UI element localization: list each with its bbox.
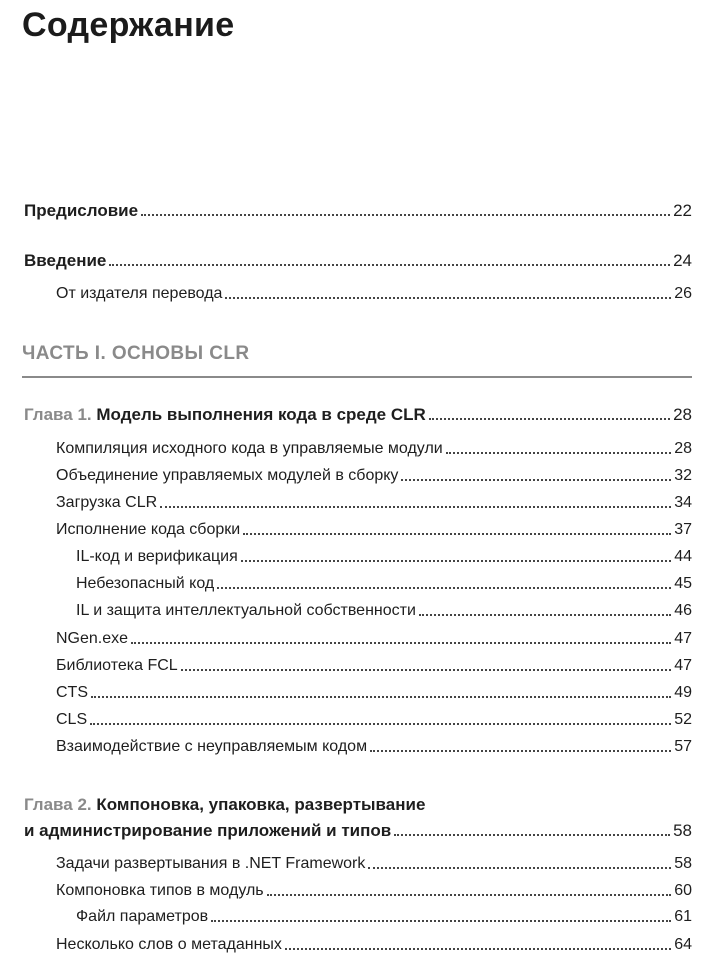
chapter-title: и администрирование приложений и типов xyxy=(24,821,392,840)
page-number: 57 xyxy=(674,738,692,755)
toc-entry[interactable] xyxy=(0,465,708,487)
page-number: 60 xyxy=(674,882,692,899)
page-number: 24 xyxy=(673,251,692,270)
dot-leader xyxy=(211,920,671,922)
toc-title: Несколько слов о метаданных xyxy=(56,936,282,953)
dot-leader xyxy=(109,264,670,266)
dot-leader xyxy=(394,834,670,836)
toc-title: Предисловие xyxy=(24,201,139,220)
toc-title: От издателя перевода xyxy=(56,285,223,302)
toc-entry[interactable] xyxy=(0,906,708,928)
toc-entry-chapter-2[interactable] xyxy=(0,820,708,842)
page-number: 47 xyxy=(674,657,692,674)
toc-title: CTS xyxy=(56,684,88,701)
dot-leader xyxy=(90,723,671,725)
chapter-title: Модель выполнения кода в среде CLR xyxy=(96,405,426,424)
toc-entry[interactable] xyxy=(0,655,708,677)
toc-entry-preface[interactable] xyxy=(0,200,708,222)
toc-entry-chapter-1[interactable] xyxy=(0,404,708,426)
toc-entry[interactable] xyxy=(0,709,708,731)
toc-title: Библиотека FCL xyxy=(56,657,178,674)
chapter-2-title-line1[interactable] xyxy=(24,794,425,816)
toc-title: Файл параметров xyxy=(76,908,209,925)
page-title: Содержание xyxy=(22,6,235,44)
dot-leader xyxy=(141,214,670,216)
toc-entry[interactable] xyxy=(0,573,708,595)
page-number: 58 xyxy=(674,855,692,872)
toc-entry[interactable] xyxy=(0,682,708,704)
toc-entry[interactable] xyxy=(0,438,708,460)
dot-leader xyxy=(419,614,671,616)
dot-leader xyxy=(446,452,671,454)
page-number: 32 xyxy=(674,467,692,484)
toc-title: Исполнение кода сборки xyxy=(56,521,241,538)
toc-title: Задачи развертывания в .NET Framework xyxy=(56,855,366,872)
toc-entry[interactable] xyxy=(0,934,708,956)
part-divider xyxy=(22,376,692,378)
chapter-label: Глава 2. xyxy=(24,795,92,814)
dot-leader xyxy=(91,696,671,698)
toc-entry[interactable] xyxy=(0,492,708,514)
chapter-label: Глава 1. xyxy=(24,405,92,424)
toc-entry[interactable] xyxy=(0,628,708,650)
toc-title: Загрузка CLR xyxy=(56,494,158,511)
page-number: 46 xyxy=(674,602,692,619)
toc-title: IL и защита интеллектуальной собственности xyxy=(76,602,416,619)
page-number: 28 xyxy=(674,440,692,457)
dot-leader xyxy=(181,669,672,671)
page-number: 22 xyxy=(673,201,692,220)
dot-leader xyxy=(225,297,671,299)
toc-title: NGen.exe xyxy=(56,630,129,647)
dot-leader xyxy=(217,587,671,589)
toc-entry[interactable] xyxy=(0,283,708,305)
page-number: 37 xyxy=(674,521,692,538)
toc-entry[interactable] xyxy=(0,600,708,622)
toc-entry-intro[interactable] xyxy=(0,250,708,272)
page-number: 64 xyxy=(674,936,692,953)
dot-leader xyxy=(429,418,670,420)
toc-title: Объединение управляемых модулей в сборку xyxy=(56,467,399,484)
toc-entry[interactable] xyxy=(0,519,708,541)
page-number: 44 xyxy=(674,548,692,565)
toc-title: CLS xyxy=(56,711,88,728)
dot-leader xyxy=(267,894,672,896)
toc-title: Небезопасный код xyxy=(76,575,215,592)
dot-leader xyxy=(285,948,671,950)
toc-entry[interactable] xyxy=(0,880,708,902)
dot-leader xyxy=(243,533,671,535)
toc-entry[interactable] xyxy=(0,736,708,758)
page-number: 28 xyxy=(673,405,692,424)
toc-entry[interactable] xyxy=(0,546,708,568)
dot-leader xyxy=(368,867,671,869)
page-number: 26 xyxy=(674,285,692,302)
toc-title: Компоновка типов в модуль xyxy=(56,882,264,899)
dot-leader xyxy=(370,750,671,752)
page-number: 47 xyxy=(674,630,692,647)
chapter-title: Компоновка, упаковка, развертывание xyxy=(96,795,426,814)
page-number: 61 xyxy=(674,908,692,925)
toc-title: Введение xyxy=(24,251,107,270)
page-number: 45 xyxy=(674,575,692,592)
dot-leader xyxy=(401,479,671,481)
toc-title: Компиляция исходного кода в управляемые модули xyxy=(56,440,443,457)
part-title: ЧАСТЬ I. ОСНОВЫ CLR xyxy=(22,343,250,364)
toc-entry[interactable] xyxy=(0,853,708,875)
dot-leader xyxy=(160,506,671,508)
dot-leader xyxy=(241,560,671,562)
page-number: 49 xyxy=(674,684,692,701)
toc-title: IL-код и верификация xyxy=(76,548,238,565)
page-number: 34 xyxy=(674,494,692,511)
dot-leader xyxy=(131,642,671,644)
page-number: 52 xyxy=(674,711,692,728)
toc-title: Взаимодействие с неуправляемым кодом xyxy=(56,738,368,755)
page-number: 58 xyxy=(673,821,692,840)
